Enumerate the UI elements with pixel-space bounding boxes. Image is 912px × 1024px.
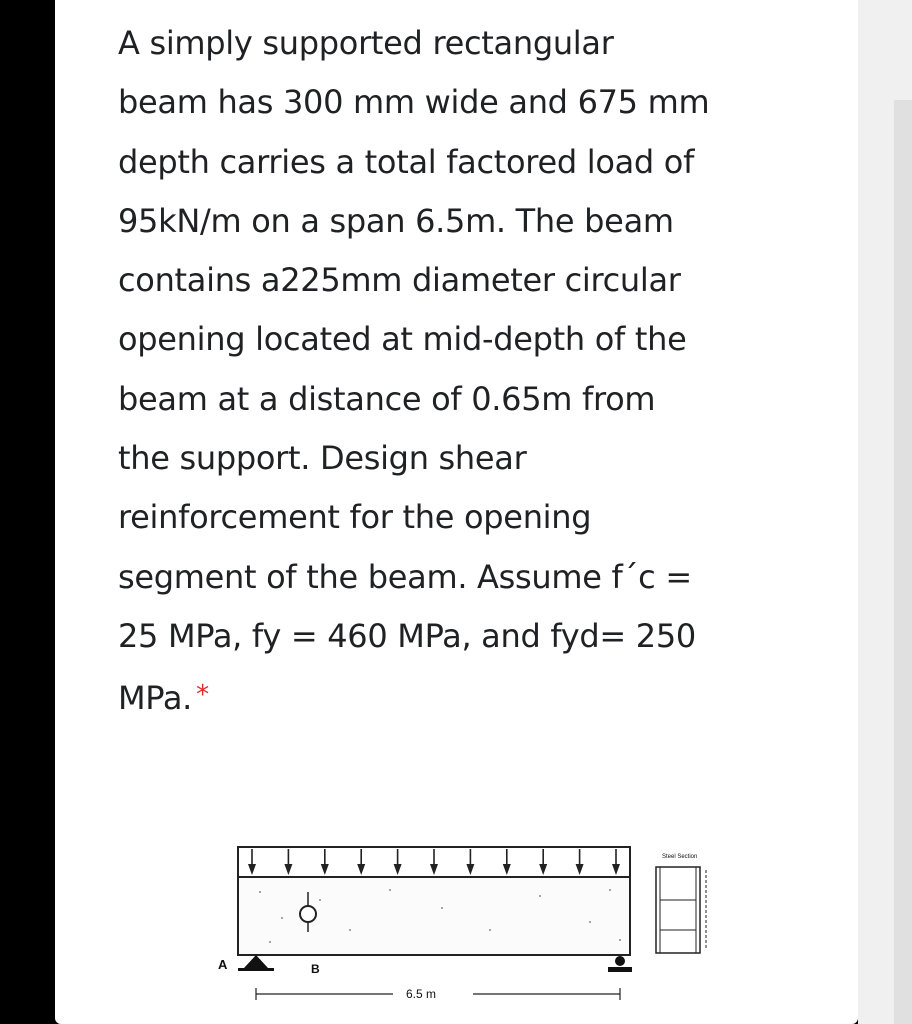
load-arrow-head: [612, 864, 620, 875]
question-line: 25 MPa, fy = 460 MPa, and fyd= 250: [118, 616, 696, 655]
load-arrow-head: [576, 864, 584, 875]
question-line: MPa.: [118, 679, 193, 718]
question-line: A simply supported rectangular: [118, 24, 614, 62]
question-line: the support. Design shear: [118, 439, 527, 478]
adjacent-panel: [858, 0, 912, 1024]
load-arrow-head: [357, 864, 365, 875]
section-label: Steel Section: [662, 854, 698, 860]
question-line: beam at a distance of 0.65m from: [118, 379, 656, 418]
span-label: 6.5 m: [406, 987, 437, 1001]
required-asterisk: *: [196, 680, 209, 711]
question-line: opening located at mid-depth of the: [118, 320, 687, 359]
support-a: [244, 955, 268, 968]
label-b: B: [311, 962, 320, 976]
load-arrow-head: [466, 864, 474, 875]
load-arrow-head: [503, 864, 511, 875]
question-line: beam has 300 mm wide and 675 mm: [118, 83, 710, 122]
cross-section: [656, 867, 706, 953]
question-line: contains a225mm diameter circular: [118, 261, 681, 300]
load-arrows: [248, 849, 620, 875]
question-line: 95kN/m on a span 6.5m. The beam: [118, 201, 674, 240]
beam-diagram: [210, 830, 740, 1010]
load-arrow-head: [321, 864, 329, 875]
question-text: [118, 14, 798, 729]
circular-opening: [300, 906, 316, 922]
scrollbar[interactable]: [894, 100, 912, 1024]
load-arrow-head: [394, 864, 402, 875]
support-right-base: [608, 967, 632, 972]
load-arrow-head: [430, 864, 438, 875]
question-line: depth carries a total factored load of: [118, 142, 695, 181]
question-line: reinforcement for the opening: [118, 498, 592, 537]
load-arrow-head: [248, 864, 256, 875]
question-line: segment of the beam. Assume f´c =: [118, 557, 692, 596]
load-arrow-head: [539, 864, 547, 875]
load-arrow-head: [284, 864, 292, 875]
label-a: A: [218, 957, 228, 972]
support-right: [615, 956, 625, 966]
beam-body: [238, 877, 630, 955]
support-a-base: [238, 968, 274, 971]
